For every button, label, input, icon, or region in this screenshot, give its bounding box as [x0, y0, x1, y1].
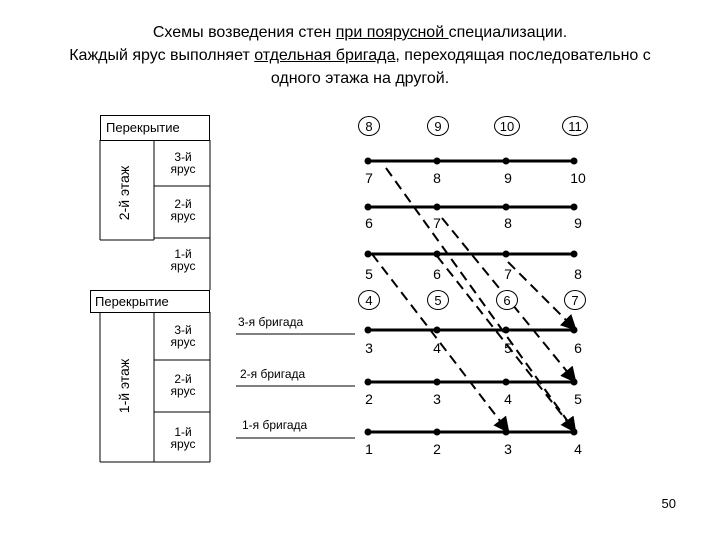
floor1-slab — [90, 290, 210, 313]
floor2-label: 2-й этаж — [116, 165, 132, 221]
title-2-pre: Каждый ярус выполняет — [69, 47, 255, 64]
cell: 7 — [365, 170, 373, 186]
title-1-pre: Схемы возведения стен — [152, 24, 336, 41]
cell: 5 — [504, 340, 512, 356]
floor1-slab-label: Перекрытие — [95, 294, 169, 309]
floor2-tier-3: 3-й ярус — [170, 150, 196, 176]
cell: 9 — [504, 170, 512, 186]
top-circle: 8 — [358, 116, 380, 136]
title-1-underlined: при поярусной — [335, 24, 449, 41]
top-circle: 9 — [427, 116, 449, 136]
floor2-tier-1: 1-й ярус — [170, 247, 196, 273]
mid-circle: 7 — [564, 290, 586, 310]
title-2-underlined: отдельная бригада — [254, 47, 396, 64]
cell: 6 — [433, 266, 441, 282]
cell: 4 — [504, 391, 512, 407]
floor2-slab — [100, 115, 210, 141]
top-circle: 11 — [562, 116, 588, 136]
title-line-3: одного этажа на другой. — [270, 70, 450, 87]
floor1-tier-3: 3-й ярус — [170, 323, 196, 349]
cell: 3 — [504, 441, 512, 457]
floor1-tier-2: 2-й ярус — [170, 372, 196, 398]
cell: 5 — [574, 391, 582, 407]
cell: 6 — [574, 340, 582, 356]
title-1-post: специализации. — [448, 24, 568, 41]
mid-circle: 4 — [358, 290, 380, 310]
cell: 6 — [365, 215, 373, 231]
top-circle: 10 — [494, 116, 520, 136]
floor2-tier-2: 2-й ярус — [170, 197, 196, 223]
title-2-post: , переходящая последовательно с — [395, 47, 651, 64]
cell: 3 — [433, 391, 441, 407]
cell: 1 — [365, 441, 373, 457]
floor2-slab-label: Перекрытие — [106, 120, 180, 135]
crew-1-label: 1-я бригада — [242, 418, 308, 432]
crew-3-label: 3-я бригада — [238, 315, 304, 329]
cell: 5 — [365, 266, 373, 282]
cell: 7 — [504, 266, 512, 282]
floor1-label: 1-й этаж — [116, 358, 132, 414]
mid-circle: 5 — [427, 290, 449, 310]
cell: 9 — [574, 215, 582, 231]
cell: 2 — [433, 441, 441, 457]
cell: 8 — [504, 215, 512, 231]
cell: 4 — [433, 340, 441, 356]
mid-circle: 6 — [496, 290, 518, 310]
cell: 7 — [433, 215, 441, 231]
cell: 3 — [365, 340, 373, 356]
cell: 8 — [574, 266, 582, 282]
cell: 2 — [365, 391, 373, 407]
row-dots — [365, 158, 578, 436]
floor1-tier-1: 1-й ярус — [170, 425, 196, 451]
crew-2-label: 2-я бригада — [240, 367, 306, 381]
cell: 8 — [433, 170, 441, 186]
cell: 10 — [570, 170, 586, 186]
page-number: 50 — [661, 496, 676, 511]
cell: 4 — [574, 441, 582, 457]
